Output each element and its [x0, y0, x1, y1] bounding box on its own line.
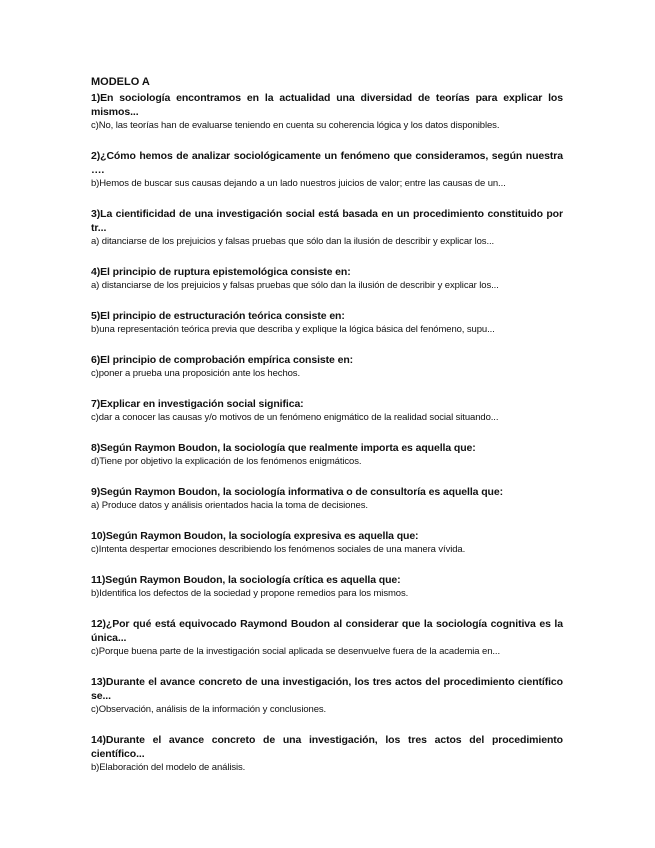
question-text: 5)El principio de estructuración teórica consiste en: — [91, 310, 345, 322]
answer-text: a) distanciarse de los prejuicios y falsas pruebas que sólo dan la ilusión de describir y explicar los... — [91, 280, 499, 291]
question-text: 13)Durante el avance concreto de una investigación, los tres actos del procedimiento científico se... — [91, 676, 563, 702]
answer-text: c)Intenta despertar emociones describiendo los fenómenos sociales de una manera vívida. — [91, 544, 466, 555]
answer-text: c)No, las teorías han de evaluarse teniendo en cuenta su coherencia lógica y los datos disponibles. — [91, 120, 500, 131]
question-text: 4)El principio de ruptura epistemológica consiste en: — [91, 266, 351, 278]
question-text: 2)¿Cómo hemos de analizar sociológicamente un fenómeno que consideramos, según nuestra …. — [91, 150, 563, 176]
answer-text: b)una representación teórica previa que describa y explique la lógica básica del fenómeno, supu... — [91, 324, 495, 335]
answer-text: c)poner a prueba una proposición ante los hechos. — [91, 368, 300, 379]
question-text: 7)Explicar en investigación social significa: — [91, 398, 304, 410]
question-text: 9)Según Raymon Boudon, la sociología informativa o de consultoría es aquella que: — [91, 486, 503, 498]
document-title: MODELO A — [91, 76, 150, 88]
question-block — [91, 529, 563, 557]
answer-text: c)Observación, análisis de la información y conclusiones. — [91, 704, 327, 715]
answer-text: a) ditanciarse de los prejuicios y falsas pruebas que sólo dan la ilusión de describir y explicar los... — [91, 236, 495, 247]
question-text: 1)En sociología encontramos en la actualidad una diversidad de teorías para explicar los mismos... — [91, 92, 563, 118]
question-text: 10)Según Raymon Boudon, la sociología expresiva es aquella que: — [91, 530, 419, 542]
answer-text: c)dar a conocer las causas y/o motivos de un fenómeno enigmático de la realidad social situando... — [91, 412, 499, 423]
question-block — [91, 91, 563, 133]
question-text: 11)Según Raymon Boudon, la sociología crítica es aquella que: — [91, 574, 401, 586]
question-text: 3)La cientificidad de una investigación social está basada en un procedimiento constituido por tr... — [91, 208, 563, 234]
question-block — [91, 675, 563, 717]
question-text: 6)El principio de comprobación empírica consiste en: — [91, 354, 354, 366]
question-block — [91, 733, 563, 775]
question-block — [91, 265, 563, 293]
answer-text: a) Produce datos y análisis orientados hacia la toma de decisiones. — [91, 500, 368, 511]
question-list — [91, 91, 563, 775]
answer-text: b)Elaboración del modelo de análisis. — [91, 762, 246, 773]
question-block — [91, 353, 563, 381]
question-text: 8)Según Raymon Boudon, la sociología que realmente importa es aquella que: — [91, 442, 476, 454]
question-block — [91, 207, 563, 249]
answer-text: c)Porque buena parte de la investigación social aplicada se desenvuelve fuera de la academia en... — [91, 646, 500, 657]
question-block — [91, 485, 563, 513]
question-block — [91, 441, 563, 469]
question-text: 14)Durante el avance concreto de una investigación, los tres actos del procedimiento científico... — [91, 734, 563, 760]
answer-text: b)Hemos de buscar sus causas dejando a un lado nuestros juicios de valor; entre las causas de un... — [91, 178, 506, 189]
answer-text: d)Tiene por objetivo la explicación de los fenómenos enigmáticos. — [91, 456, 362, 467]
document-page — [91, 76, 563, 791]
question-block — [91, 573, 563, 601]
question-text: 12)¿Por qué está equivocado Raymond Boudon al considerar que la sociología cognitiva es la única... — [91, 618, 563, 644]
question-block — [91, 617, 563, 659]
question-block — [91, 149, 563, 191]
question-block — [91, 309, 563, 337]
answer-text: b)Identifica los defectos de la sociedad y propone remedios para los mismos. — [91, 588, 409, 599]
question-block — [91, 397, 563, 425]
